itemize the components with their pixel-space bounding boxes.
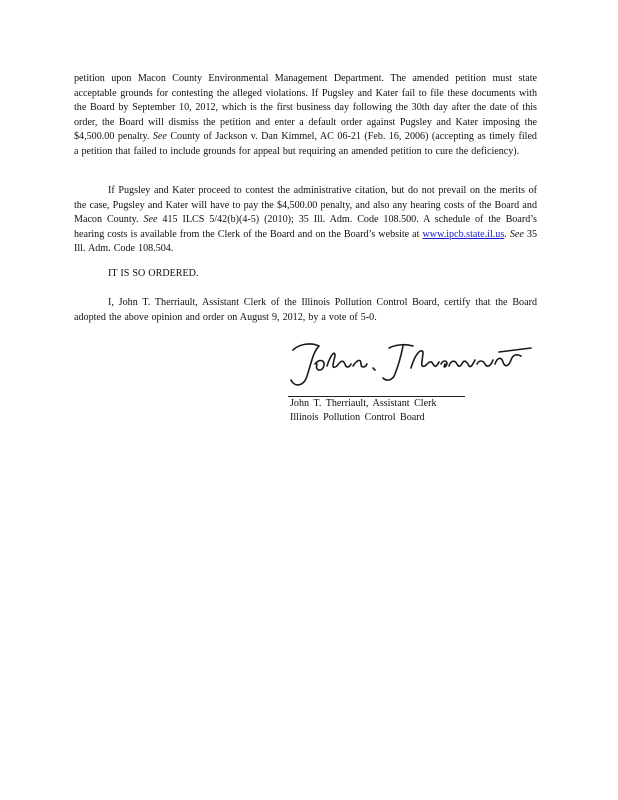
paragraph-2-text-b: 415 ILCS 5/42(b)(4-5) (2010); 35 Ill. Adm. Code 108.500. A schedule of the Board’s hearing costs is available from the Clerk of the Board and on the Board’s website at bbox=[74, 214, 537, 240]
handwritten-signature bbox=[285, 330, 535, 395]
paragraph-2-text-a: If Pugsley and Kater proceed to contest the administrative citation, but do not prevail on the merits of the case, Pugsley and Kater will have to pay the $4,500.00 penalty, and also any hearing costs of the Board and Macon County. bbox=[74, 185, 537, 225]
paragraph-2-text-c: 35 Ill. Adm. Code 108.504. bbox=[74, 228, 537, 254]
paragraph-1-text-a: petition upon Macon County Environmental Management Department. The amended petition must state acceptable grounds for contesting the alleged violations. If Pugsley and Kater fail to file these documents with the Board by September 10, 2012, which is the first business day following the 30th day after the date of this order, the Board will dismiss the petition and enter a default order against Pugsley and Kater imposing the $4,500.00 penalty. bbox=[74, 73, 537, 142]
paragraph-amended-petition bbox=[74, 72, 537, 159]
ordered-statement: IT IS SO ORDERED. bbox=[108, 268, 199, 279]
see-signal: See bbox=[509, 228, 524, 240]
signer-name-title: John T. Therriault, Assistant Clerk bbox=[290, 398, 437, 409]
certification-paragraph: I, John T. Therriault, Assistant Clerk of the Illinois Pollution Control Board, certify that the Board adopted the above opinion and order on August 9, 2012, by a vote of 5-0. bbox=[74, 297, 537, 323]
board-website-link[interactable]: www.ipcb.state.il.us bbox=[422, 228, 505, 240]
paragraph-hearing-costs: If Pugsley and Kater proceed to contest the administrative citation, but do not prevail on the merits of the case, Pugsley and Kater will have to pay the $4,500.00 penalty, and also any hearing costs of the Board and Macon County. See 415 ILCS 5/42(b)(4-5) (2010); 35 Ill. Adm. Code 108.500. A schedule of the Board’s hearing costs is available from the Clerk of the Board and on the Board’s website at www.ipcb.state.il.us. See 35 Ill. Adm. Code 108.504. bbox=[74, 185, 537, 254]
signer-organization: Illinois Pollution Control Board bbox=[290, 411, 425, 423]
paragraph-1-text-b: County of Jackson v. Dan Kimmel, AC 06-21 (Feb. 16, 2006) (accepting as timely filed a petition that failed to include grounds for appeal but requiring an amended petition to cure the deficiency). bbox=[74, 131, 537, 157]
signature-block bbox=[290, 397, 437, 424]
see-signal: See bbox=[143, 214, 158, 225]
see-signal: See bbox=[152, 131, 167, 142]
